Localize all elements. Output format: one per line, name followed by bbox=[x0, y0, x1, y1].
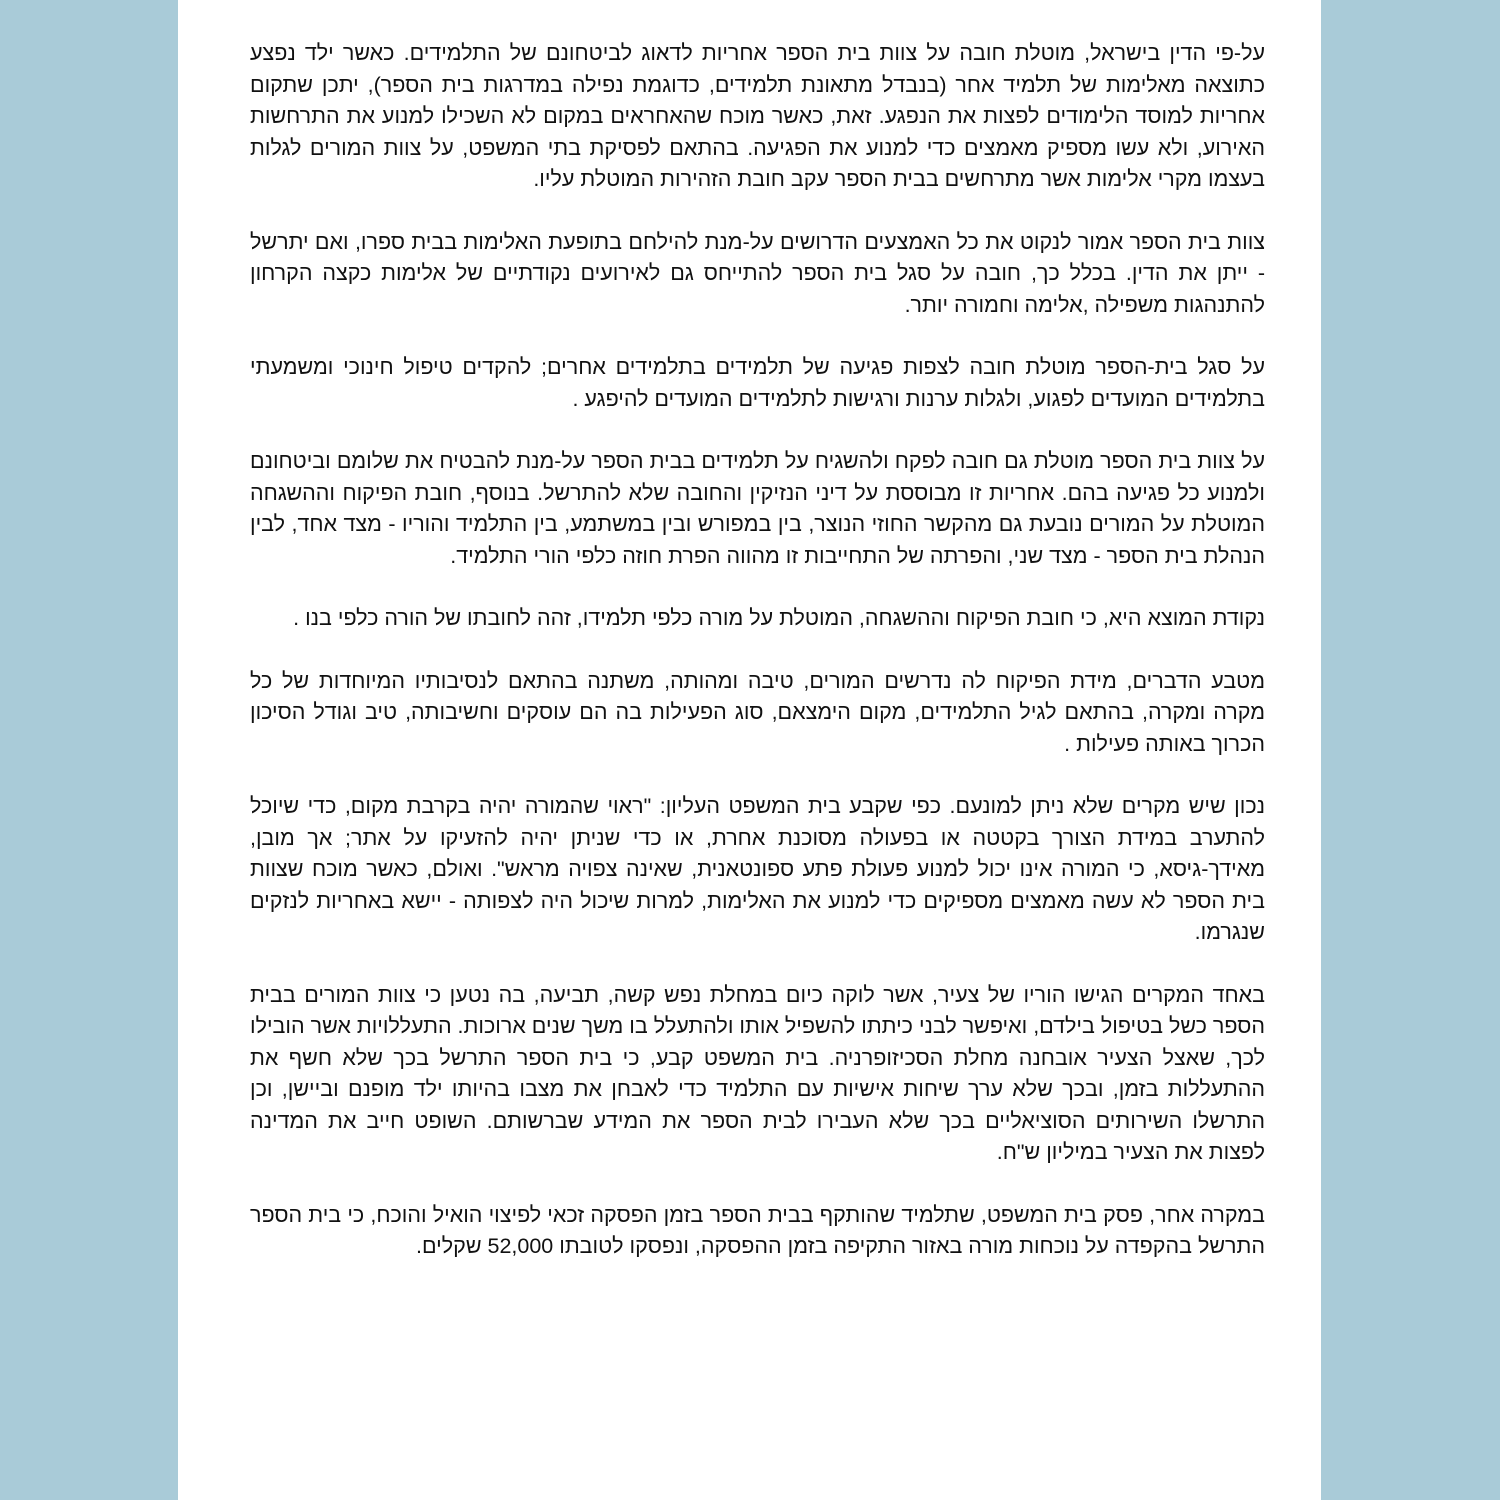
paragraph-starting-point: נקודת המוצא היא, כי חובת הפיקוח וההשגחה, המוטלת על מורה כלפי תלמידו, זהה לחובתו של הורה כלפי בנו . bbox=[293, 606, 1265, 630]
paragraph-case-one: באחד המקרים הגישו הוריו של צעיר, אשר לוקה כיום במחלת נפש קשה, תביעה, בה נטען כי צוות המורים בבית הספר כשל בטיפול בילדם, ואיפשר לבני כיתתו להשפיל אותו ולהתעלל בו משך שנים ארוכות. התעללויות אשר הובילו לכך, שאצל הצעיר אובחנה מחלת הסכיזופרניה. בית המשפט קבע, כי בית הספר התרשל בכך שלא חשף את ההתעללות בזמן, ובכך שלא ערך שיחות אישיות עם התלמיד כדי לאבחן את מצבו בהיותו ילד מופנם וביישן, וכן התרשלו השירותים הסוציאליים בכך שלא העבירו לבית הספר את המידע שברשותם. השופט חייב את המדינה לפצות את הצעיר במיליון ש"ח. bbox=[250, 982, 1265, 1164]
paragraph-supervision-duty: על צוות בית הספר מוטלת גם חובה לפקח ולהשגיח על תלמידים בבית הספר על-מנת להבטיח את שלומם וביטחונם ולמנוע כל פגיעה בהם. אחריות זו מבוססת על דיני הנזיקין והחובה שלא להתרשל. בנוסף, חובת הפיקוח וההשגחה המוטלת על המורים נובעת גם מהקשר החוזי הנוצר, בין במפורש ובין במשתמע, בין התלמיד והוריו - מצד אחד, לבין הנהלת בית הספר - מצד שני, והפרתה של התחייבות זו מהווה הפרת חוזה כלפי הורי התלמיד. bbox=[250, 449, 1265, 568]
paragraph-case-two: במקרה אחר, פסק בית המשפט, שתלמיד שהותקף בבית הספר בזמן הפסקה זכאי לפיצוי הואיל והוכח, כי בית הספר התרשל בהקפדה על נוכחות מורה באזור התקיפה בזמן ההפסקה, ונפסקו לטובתו 52,000 שקלים. bbox=[250, 1202, 1265, 1258]
paragraph-degree-of-supervision: מטבע הדברים, מידת הפיקוח לה נדרשים המורים, טיבה ומהותה, משתנה בהתאם לנסיבותיו המיוחדות של כל מקרה ומקרה, בהתאם לגיל התלמידים, מקום הימצאם, סוג הפעילות בה הם עוסקים וחשיבותה, טיב וגודל הסיכון הכרוך באותה פעילות . bbox=[250, 668, 1265, 756]
paragraph-legal-duty: על-פי הדין בישראל, מוטלת חובה על צוות בית הספר אחריות לדאוג לביטחונם של התלמידים. כאשר ילד נפצע כתוצאה מאלימות של תלמיד אחר (בנבדל מתאונת תלמידים, כדוגמת נפילה במדרגות בית הספר), יתכן שתקום אחריות למוסד הלימודים לפצות את הנפגע. זאת, כאשר מוכח שהאחראים במקום לא השכילו למנוע את התרחשות האירוע, ולא עשו מספיק מאמצים כדי למנוע את הפגיעה. בהתאם לפסיקת בתי המשפט, על צוות המורים לגלות בעצמו מקרי אלימות אשר מתרחשים בבית הספר עקב חובת הזהירות המוטלת עליו. bbox=[250, 41, 1265, 191]
paragraph-supreme-court-quote: נכון שיש מקרים שלא ניתן למונעם. כפי שקבע בית המשפט העליון: "ראוי שהמורה יהיה בקרבת מקום, כדי שיוכל להתערב במידת הצורך בקטטה או בפעולה מסוכנת אחרת, או כדי שניתן יהיה להזעיקו על אתר; אך מובן, מאידך-גיסא, כי המורה אינו יכול למנוע פעולת פתע ספונטאנית, שאינה צפויה מראש". ואולם, כאשר מוכח שצוות בית הספר לא עשה מאמצים מספיקים כדי למנוע את האלימות, למרות שיכול היה לצפותה - יישא באחריות לנזקים שנגרמו. bbox=[250, 794, 1265, 944]
document-page bbox=[178, 0, 1321, 1500]
paragraph-staff-measures: צוות בית הספר אמור לנקוט את כל האמצעים הדרושים על-מנת להילחם בתופעת האלימות בבית ספרו, ואם יתרשל - ייתן את הדין. בכלל כך, חובה על סגל בית הספר להתייחס גם לאירועים נקודתיים של אלימות כקצה הקרחון להתנהגות משפילה ,אלימה וחמורה יותר. bbox=[250, 229, 1265, 317]
document-body bbox=[250, 38, 1265, 1294]
paragraph-anticipate-harm: על סגל בית-הספר מוטלת חובה לצפות פגיעה של תלמידים בתלמידים אחרים; להקדים טיפול חינוכי ומשמעתי בתלמידים המועדים לפגוע, ולגלות ערנות ורגישות לתלמידים המועדים להיפגע . bbox=[250, 355, 1265, 411]
